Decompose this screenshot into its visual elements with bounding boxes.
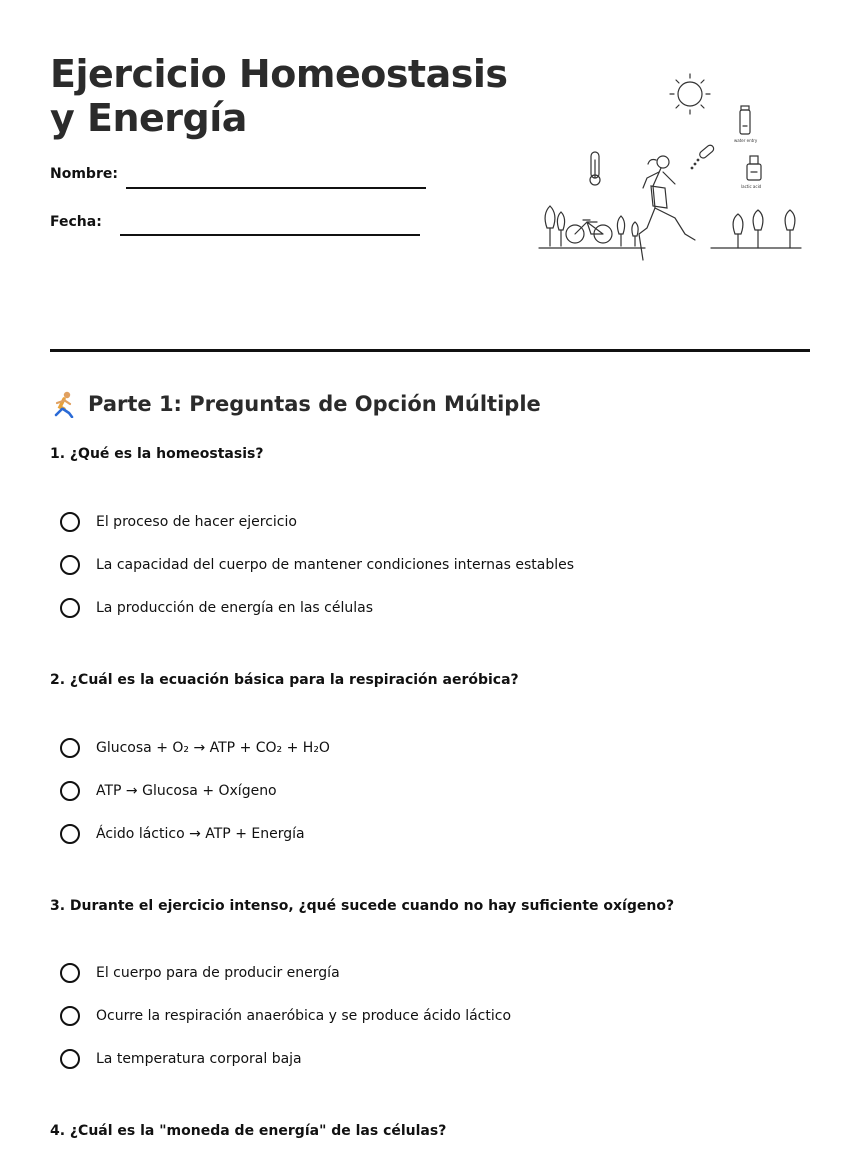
option-label: La capacidad del cuerpo de mantener condiciones internas estables: [96, 557, 575, 573]
radio-button[interactable]: [60, 781, 80, 801]
option-2c[interactable]: [60, 824, 305, 844]
option-label: Ocurre la respiración anaeróbica y se produce ácido láctico: [96, 1008, 512, 1024]
question-1: 1. ¿Qué es la homeostasis?: [50, 446, 264, 462]
option-2b[interactable]: [60, 781, 277, 801]
option-3b[interactable]: [60, 1006, 511, 1026]
option-label: ATP → Glucosa + Oxígeno: [96, 783, 277, 799]
page-title: Ejercicio Homeostasis y Energía: [50, 52, 508, 140]
option-label: Glucosa + O₂ → ATP + CO₂ + H₂O: [96, 740, 330, 756]
date-label: Fecha:: [50, 214, 102, 230]
option-label: La producción de energía en las células: [96, 600, 374, 616]
radio-button[interactable]: [60, 824, 80, 844]
radio-button[interactable]: [60, 598, 80, 618]
runner-icon: [50, 390, 78, 418]
question-2: 2. ¿Cuál es la ecuación básica para la respiración aeróbica?: [50, 672, 519, 688]
question-4: 4. ¿Cuál es la "moneda de energía" de las células?: [50, 1123, 447, 1139]
radio-button[interactable]: [60, 512, 80, 532]
option-label: El cuerpo para de producir energía: [96, 965, 340, 981]
option-label: La temperatura corporal baja: [96, 1051, 302, 1067]
name-label: Nombre:: [50, 166, 118, 182]
radio-button[interactable]: [60, 555, 80, 575]
bottle2-label: lactic acid: [741, 184, 762, 189]
option-1c[interactable]: [60, 598, 373, 618]
radio-button[interactable]: [60, 738, 80, 758]
option-3c[interactable]: [60, 1049, 302, 1069]
section-divider: [50, 349, 810, 352]
radio-button[interactable]: [60, 1049, 80, 1069]
option-1a[interactable]: [60, 512, 297, 532]
option-label: El proceso de hacer ejercicio: [96, 514, 297, 530]
option-label: Ácido láctico → ATP + Energía: [96, 826, 305, 842]
radio-button[interactable]: [60, 963, 80, 983]
bottle1-label: water entry: [734, 138, 758, 143]
option-1b[interactable]: [60, 555, 574, 575]
section-title: Parte 1: Preguntas de Opción Múltiple: [88, 392, 541, 416]
option-3a[interactable]: [60, 963, 340, 983]
section-heading: [50, 390, 541, 418]
name-field[interactable]: [126, 187, 426, 189]
runner-scene-icon: [535, 68, 805, 268]
question-3: 3. Durante el ejercicio intenso, ¿qué sucede cuando no hay suficiente oxígeno?: [50, 898, 675, 914]
radio-button[interactable]: [60, 1006, 80, 1026]
option-2a[interactable]: [60, 738, 330, 758]
date-field[interactable]: [120, 234, 420, 236]
